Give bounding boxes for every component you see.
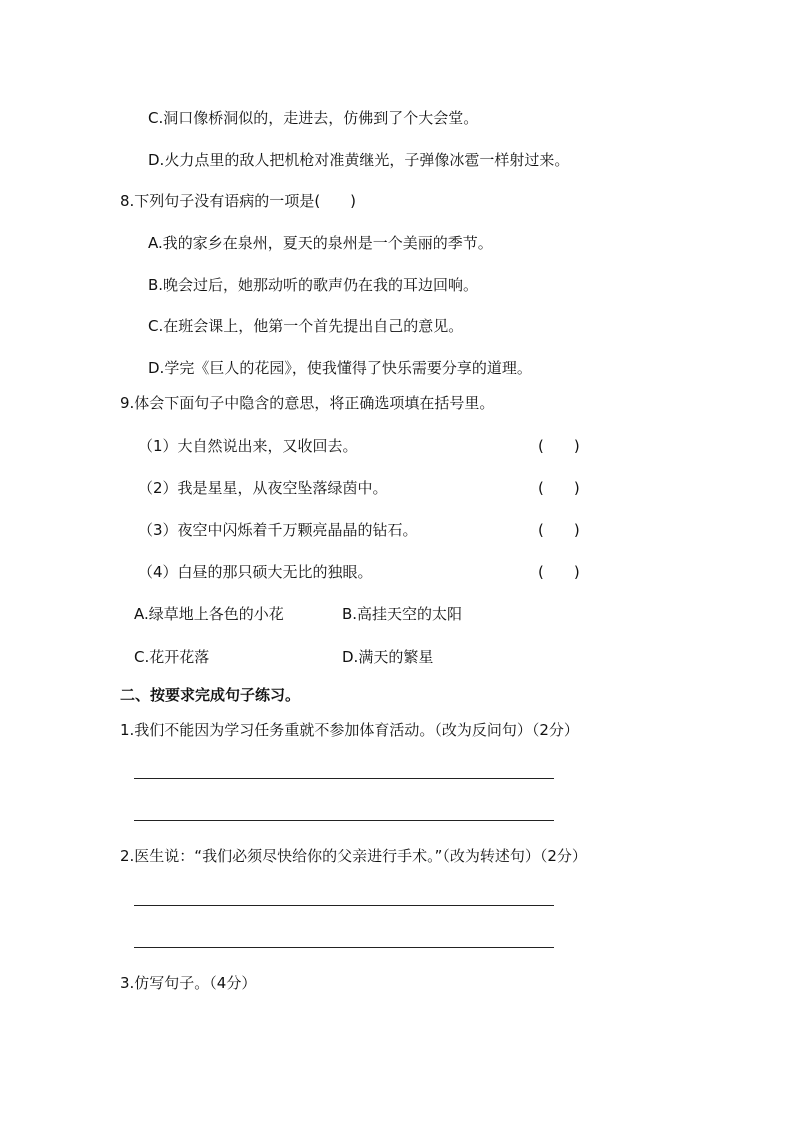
answer-line[interactable] xyxy=(134,778,554,779)
question-8-option-d: D.学完《巨人的花园》，使我懂得了快乐需要分享的道理。 xyxy=(148,359,532,377)
answer-paren-1[interactable]: ( ) xyxy=(538,437,580,455)
section-2-question-1: 1.我们不能因为学习任务重就不参加体育活动。（改为反问句）（2分） xyxy=(120,721,579,739)
question-9-option-b: B.高挂天空的太阳 xyxy=(342,605,463,623)
question-9-item-2: （2）我是星星，从夜空坠落绿茵中。 xyxy=(138,479,388,497)
section-2-title: 二、按要求完成句子练习。 xyxy=(120,686,301,704)
question-8-option-c: C.在班会课上，他第一个首先提出自己的意见。 xyxy=(148,317,464,335)
answer-line[interactable] xyxy=(134,947,554,948)
answer-paren-4[interactable]: ( ) xyxy=(538,563,580,581)
question-8-option-a: A.我的家乡在泉州，夏天的泉州是一个美丽的季节。 xyxy=(148,234,493,252)
answer-paren-2[interactable]: ( ) xyxy=(538,479,580,497)
question-9-option-d: D.满天的繁星 xyxy=(342,648,434,666)
answer-paren-3[interactable]: ( ) xyxy=(538,521,580,539)
section-2-question-3: 3.仿写句子。（4分） xyxy=(120,974,257,992)
question-9-item-3: （3）夜空中闪烁着千万颗亮晶晶的钻石。 xyxy=(138,521,418,539)
question-9-item-4: （4）白昼的那只硕大无比的独眼。 xyxy=(138,563,373,581)
answer-line[interactable] xyxy=(134,820,554,821)
answer-line[interactable] xyxy=(134,905,554,906)
question-9-option-c: C.花开花落 xyxy=(134,648,210,666)
section-2-question-2: 2.医生说：“我们必须尽快给你的父亲进行手术。”（改为转述句）（2分） xyxy=(120,847,587,865)
question-9-option-a: A.绿草地上各色的小花 xyxy=(134,605,284,623)
question-7-option-d: D.火力点里的敌人把机枪对准黄继光，子弹像冰雹一样射过来。 xyxy=(148,151,570,169)
question-9-item-1: （1）大自然说出来，又收回去。 xyxy=(138,437,358,455)
question-8-option-b: B.晚会过后，她那动听的歌声仍在我的耳边回响。 xyxy=(148,276,479,294)
question-8-stem: 8.下列句子没有语病的一项是( ) xyxy=(120,192,357,210)
question-7-option-c: C.洞口像桥洞似的，走进去，仿佛到了个大会堂。 xyxy=(148,109,479,127)
question-9-stem: 9.体会下面句子中隐含的意思，将正确选项填在括号里。 xyxy=(120,394,495,412)
